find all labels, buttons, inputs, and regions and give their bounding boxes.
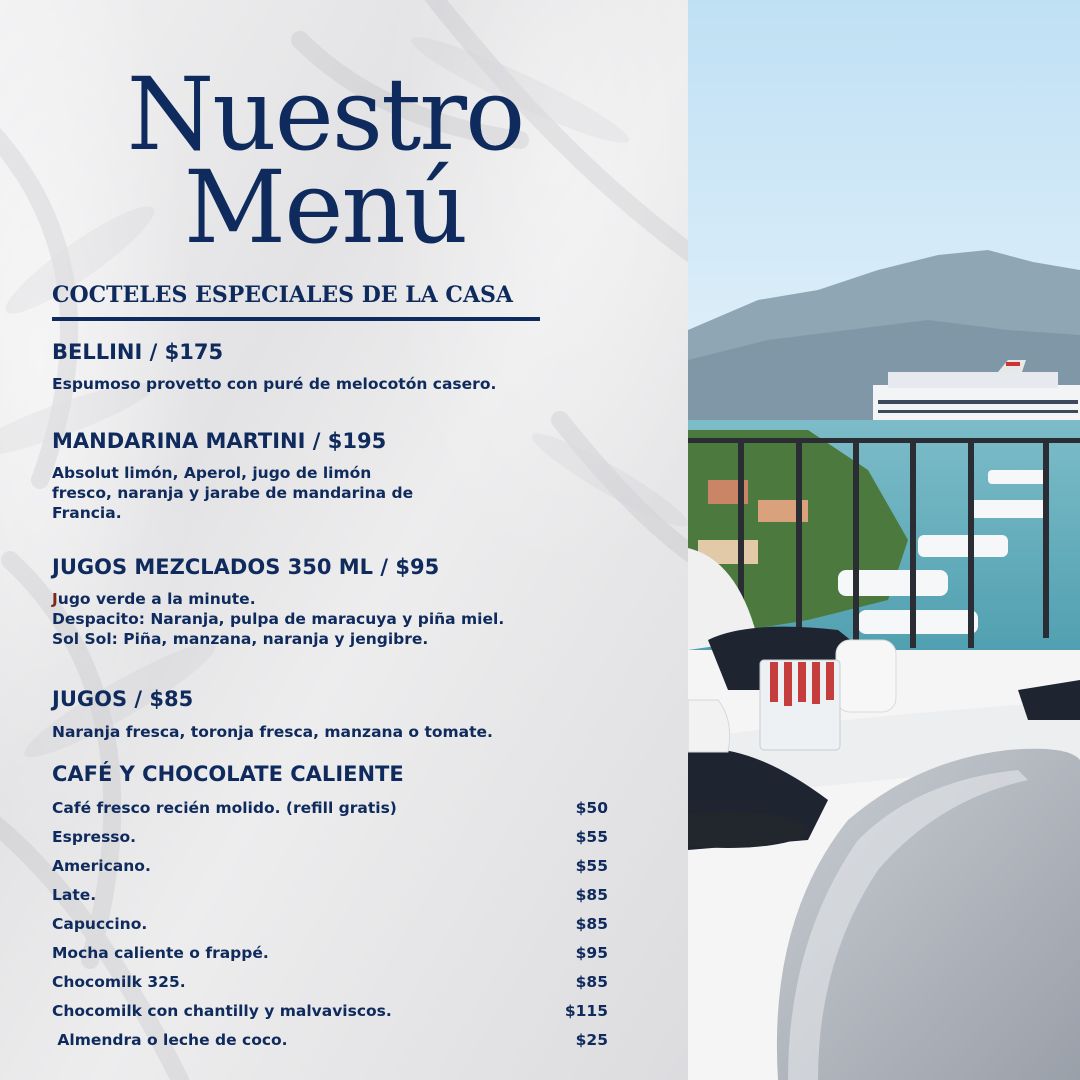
price-row-item: Chocomilk 325. — [52, 973, 186, 991]
price-row — [52, 857, 608, 881]
description-line: Sol Sol: Piña, manzana, naranja y jengibre. — [52, 630, 429, 648]
price-row — [52, 944, 608, 968]
price-row-price: $85 — [575, 973, 608, 991]
description-line: Espumoso provetto con puré de melocotón casero. — [52, 375, 497, 393]
price-row-price: $95 — [575, 944, 608, 962]
price-row — [52, 828, 608, 852]
price-row-price: $85 — [575, 915, 608, 933]
item-description-bellini — [52, 374, 496, 394]
item-description-jugos — [52, 722, 493, 742]
description-line: Absolut limón, Aperol, jugo de limón — [52, 464, 372, 482]
price-row — [52, 973, 608, 997]
marina-terrace-photo — [688, 0, 1080, 1080]
price-row-price: $25 — [575, 1031, 608, 1049]
item-description-jugos-mezclados — [52, 589, 504, 649]
price-row-item: Espresso. — [52, 828, 137, 846]
description-line: Despacito: Naranja, pulpa de maracuya y piña miel. — [52, 610, 505, 628]
photo-illustration — [688, 0, 1080, 1080]
cafe-heading: CAFÉ Y CHOCOLATE CALIENTE — [52, 762, 404, 786]
price-row-item: Mocha caliente o frappé. — [52, 944, 269, 962]
price-row-price: $55 — [575, 828, 608, 846]
price-row — [52, 915, 608, 939]
accent-letter: J — [52, 590, 58, 608]
description-line: Francia. — [52, 504, 122, 522]
price-row — [52, 1002, 608, 1026]
price-row-price: $55 — [575, 857, 608, 875]
item-description-mandarina-martini — [52, 463, 413, 523]
item-heading-jugos-mezclados: JUGOS MEZCLADOS 350 ML / $95 — [52, 555, 440, 579]
price-row-item: Late. — [52, 886, 97, 904]
item-heading-mandarina-martini: MANDARINA MARTINI / $195 — [52, 429, 387, 453]
price-row-item: Capuccino. — [52, 915, 148, 933]
item-heading-jugos: JUGOS / $85 — [52, 687, 194, 711]
price-row-price: $85 — [575, 886, 608, 904]
price-row-price: $115 — [564, 1002, 608, 1020]
item-heading-bellini: BELLINI / $175 — [52, 340, 224, 364]
price-row-price: $50 — [575, 799, 608, 817]
price-row-item: Café fresco recién molido. (refill gratis) — [52, 799, 397, 817]
menu-title-line2: Menú — [183, 149, 467, 266]
section-divider — [52, 317, 540, 321]
price-row — [52, 799, 608, 823]
price-row — [52, 1031, 608, 1055]
price-row — [52, 886, 608, 910]
section-heading: COCTELES ESPECIALES DE LA CASA — [52, 282, 513, 308]
price-row-item: Almendra o leche de coco. — [52, 1031, 288, 1049]
description-line: Naranja fresca, toronja fresca, manzana o tomate. — [52, 723, 493, 741]
menu-title-line1: Nuestro — [126, 56, 524, 173]
description-line: fresco, naranja y jarabe de mandarina de — [52, 484, 414, 502]
price-row-item: Americano. — [52, 857, 151, 875]
price-row-item: Chocomilk con chantilly y malvaviscos. — [52, 1002, 392, 1020]
description-line: Jugo verde a la minute. — [52, 590, 256, 608]
